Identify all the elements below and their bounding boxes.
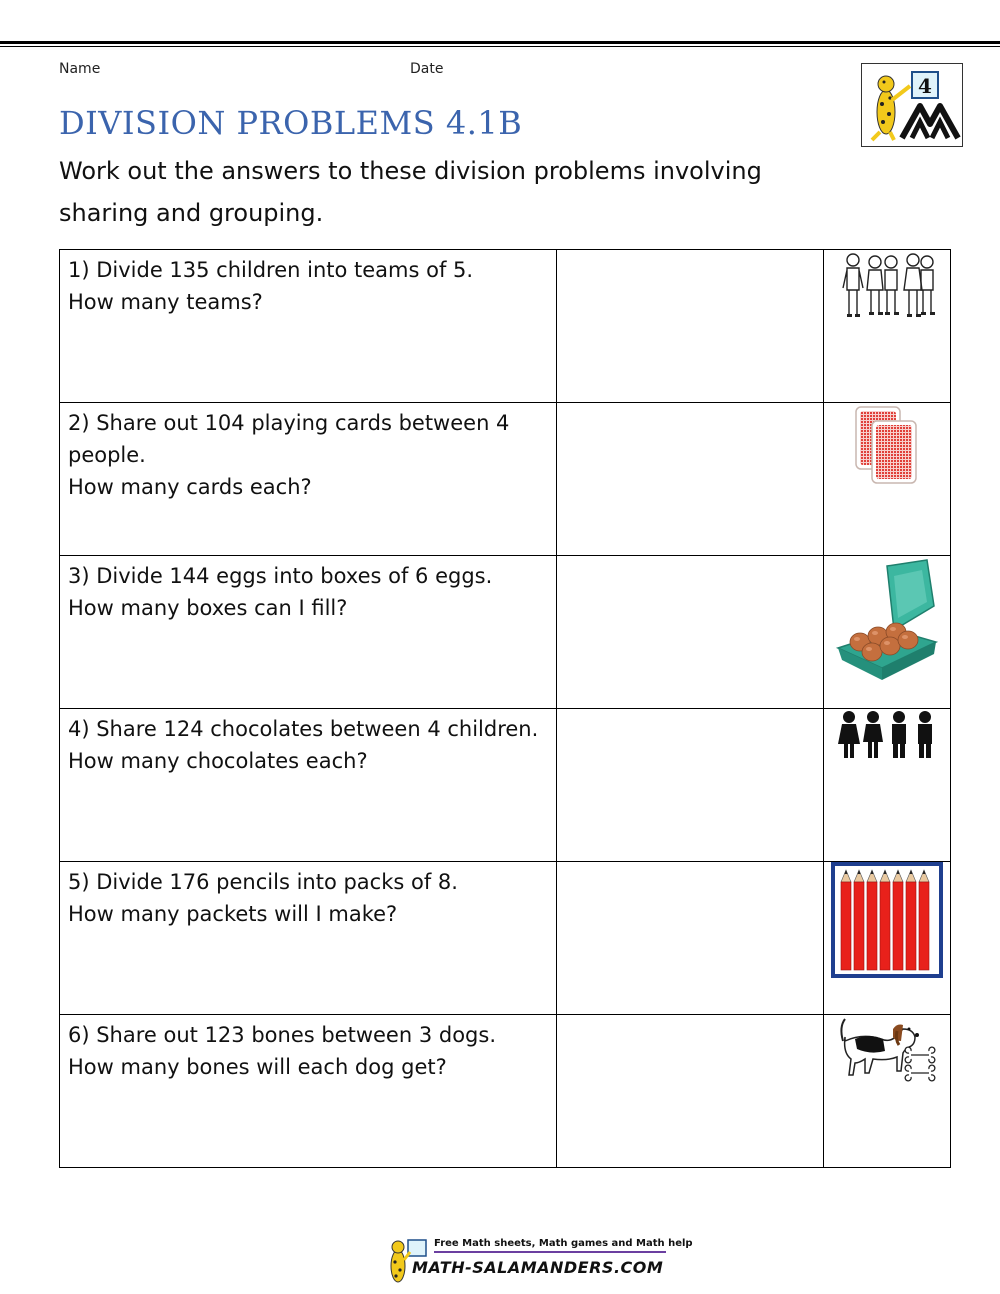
problems-table (59, 249, 951, 1168)
question-line: 6) Share out 123 bones between 3 dogs. (68, 1023, 496, 1047)
pencil (893, 870, 903, 970)
children-silhouettes-icon (837, 709, 937, 761)
instructions (59, 150, 819, 234)
question-cell (60, 862, 557, 1015)
question-cell (60, 556, 557, 709)
top-rule-thick (0, 41, 1000, 44)
question-line: 5) Divide 176 pencils into packs of 8. (68, 870, 458, 894)
answer-cell[interactable] (557, 556, 824, 709)
footer-brand[interactable]: MATH-SALAMANDERS.COM (412, 1258, 664, 1277)
problem-row (60, 403, 951, 556)
instructions-line-1: Work out the answers to these division problems involving (59, 157, 762, 185)
question-cell (60, 403, 557, 556)
children-icon (839, 250, 935, 320)
question-line: How many chocolates each? (68, 749, 368, 773)
picture-cell (824, 1015, 951, 1168)
answer-cell[interactable] (557, 709, 824, 862)
instructions-line-2: sharing and grouping. (59, 199, 324, 227)
date-label: Date (410, 61, 444, 77)
picture-cell (824, 250, 951, 403)
pencil-pack-icon (831, 862, 943, 978)
dog-bones-icon (835, 1015, 939, 1087)
question-line: 1) Divide 135 children into teams of 5. (68, 258, 474, 282)
picture-cell (824, 862, 951, 1015)
question-line: 4) Share 124 chocolates between 4 children. (68, 717, 539, 741)
picture-cell (824, 709, 951, 862)
grade-logo (861, 63, 963, 147)
answer-cell[interactable] (557, 250, 824, 403)
question-line: How many bones will each dog get? (68, 1055, 447, 1079)
problem-row (60, 1015, 951, 1168)
problem-row (60, 556, 951, 709)
question-cell (60, 1015, 557, 1168)
question-line: 3) Divide 144 eggs into boxes of 6 eggs. (68, 564, 493, 588)
page-title: DIVISION PROBLEMS 4.1B (59, 104, 523, 142)
question-line: How many boxes can I fill? (68, 596, 348, 620)
footer-tagline: Free Math sheets, Math games and Math help (434, 1238, 693, 1249)
question-line: How many teams? (68, 290, 263, 314)
problem-row (60, 862, 951, 1015)
salamander-logo-icon (862, 64, 962, 146)
pencil (867, 870, 877, 970)
playing-cards-icon (852, 403, 922, 489)
grade-number: 4 (918, 74, 932, 98)
problem-row (60, 250, 951, 403)
picture-cell (824, 556, 951, 709)
picture-cell (824, 403, 951, 556)
egg-box-icon (832, 556, 942, 686)
answer-cell[interactable] (557, 862, 824, 1015)
question-line: people. (68, 443, 146, 467)
pencil (841, 870, 851, 970)
question-cell (60, 250, 557, 403)
pencil (880, 870, 890, 970)
question-line: How many packets will I make? (68, 902, 398, 926)
question-line: How many cards each? (68, 475, 312, 499)
answer-cell[interactable] (557, 403, 824, 556)
pencil (854, 870, 864, 970)
pencil (906, 870, 916, 970)
question-line: 2) Share out 104 playing cards between 4 (68, 411, 510, 435)
name-label: Name (59, 61, 101, 77)
answer-cell[interactable] (557, 1015, 824, 1168)
top-rule-thin (0, 46, 1000, 47)
pencil (919, 870, 929, 970)
question-cell (60, 709, 557, 862)
problem-row (60, 709, 951, 862)
footer-underline (434, 1251, 666, 1253)
